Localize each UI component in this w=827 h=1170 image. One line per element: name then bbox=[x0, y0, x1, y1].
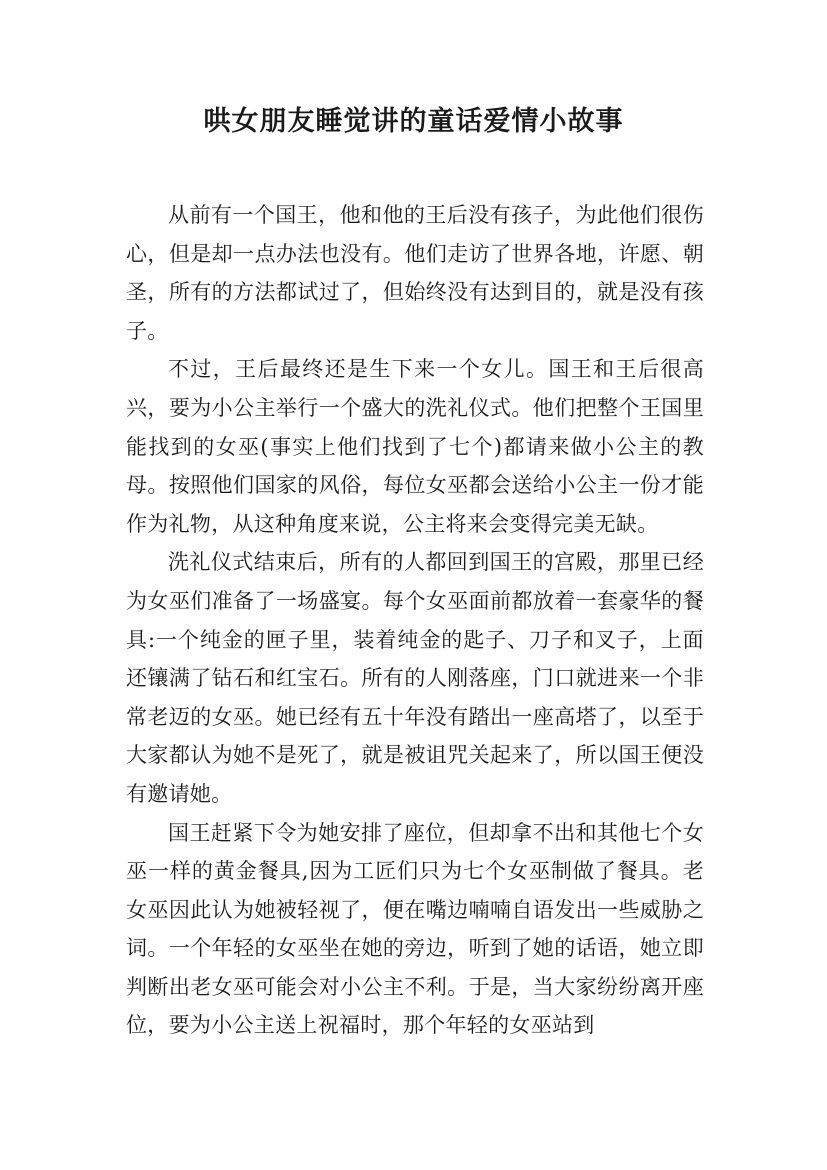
paragraph-4: 国王赶紧下令为她安排了座位，但却拿不出和其他七个女巫一样的黄金餐具,因为工匠们只为七个女巫制做了餐具。老女巫因此认为她被轻视了，便在嘴边喃喃自语发出一些威胁之词。一个年轻的女巫坐在她的旁边，听到了她的话语，她立即判断出老女巫可能会对小公主不利。于是，当大家纷纷离开座位，要为小公主送上祝福时，那个年轻的女巫站到 bbox=[126, 820, 704, 1038]
paragraph-3: 洗礼仪式结束后，所有的人都回到国王的宫殿，那里已经为女巫们准备了一场盛宴。每个女巫面前都放着一套豪华的餐具:一个纯金的匣子里，装着纯金的匙子、刀子和叉子，上面还镶满了钻石和红宝石。所有的人刚落座，门口就进来一个非常老迈的女巫。她已经有五十年没有踏出一座高塔了，以至于大家都认为她不是死了，就是被诅咒关起来了，所以国王便没有邀请她。 bbox=[126, 550, 704, 806]
paragraph-1: 从前有一个国王，他和他的王后没有孩子，为此他们很伤心，但是却一点办法也没有。他们走访了世界各地，许愿、朝圣，所有的方法都试过了，但始终没有达到目的，就是没有孩子。 bbox=[126, 203, 704, 343]
document-body bbox=[126, 196, 704, 1045]
document-title: 哄女朋友睡觉讲的童话爱情小故事 bbox=[203, 106, 624, 137]
paragraph-2: 不过，王后最终还是生下来一个女儿。国王和王后很高兴，要为小公主举行一个盛大的洗礼仪式。他们把整个王国里能找到的女巫(事实上他们找到了七个)都请来做小公主的教母。按照他们国家的风俗，每位女巫都会送给小公主一份才能作为礼物，从这种角度来说，公主将来会变得完美无缺。 bbox=[126, 357, 704, 536]
